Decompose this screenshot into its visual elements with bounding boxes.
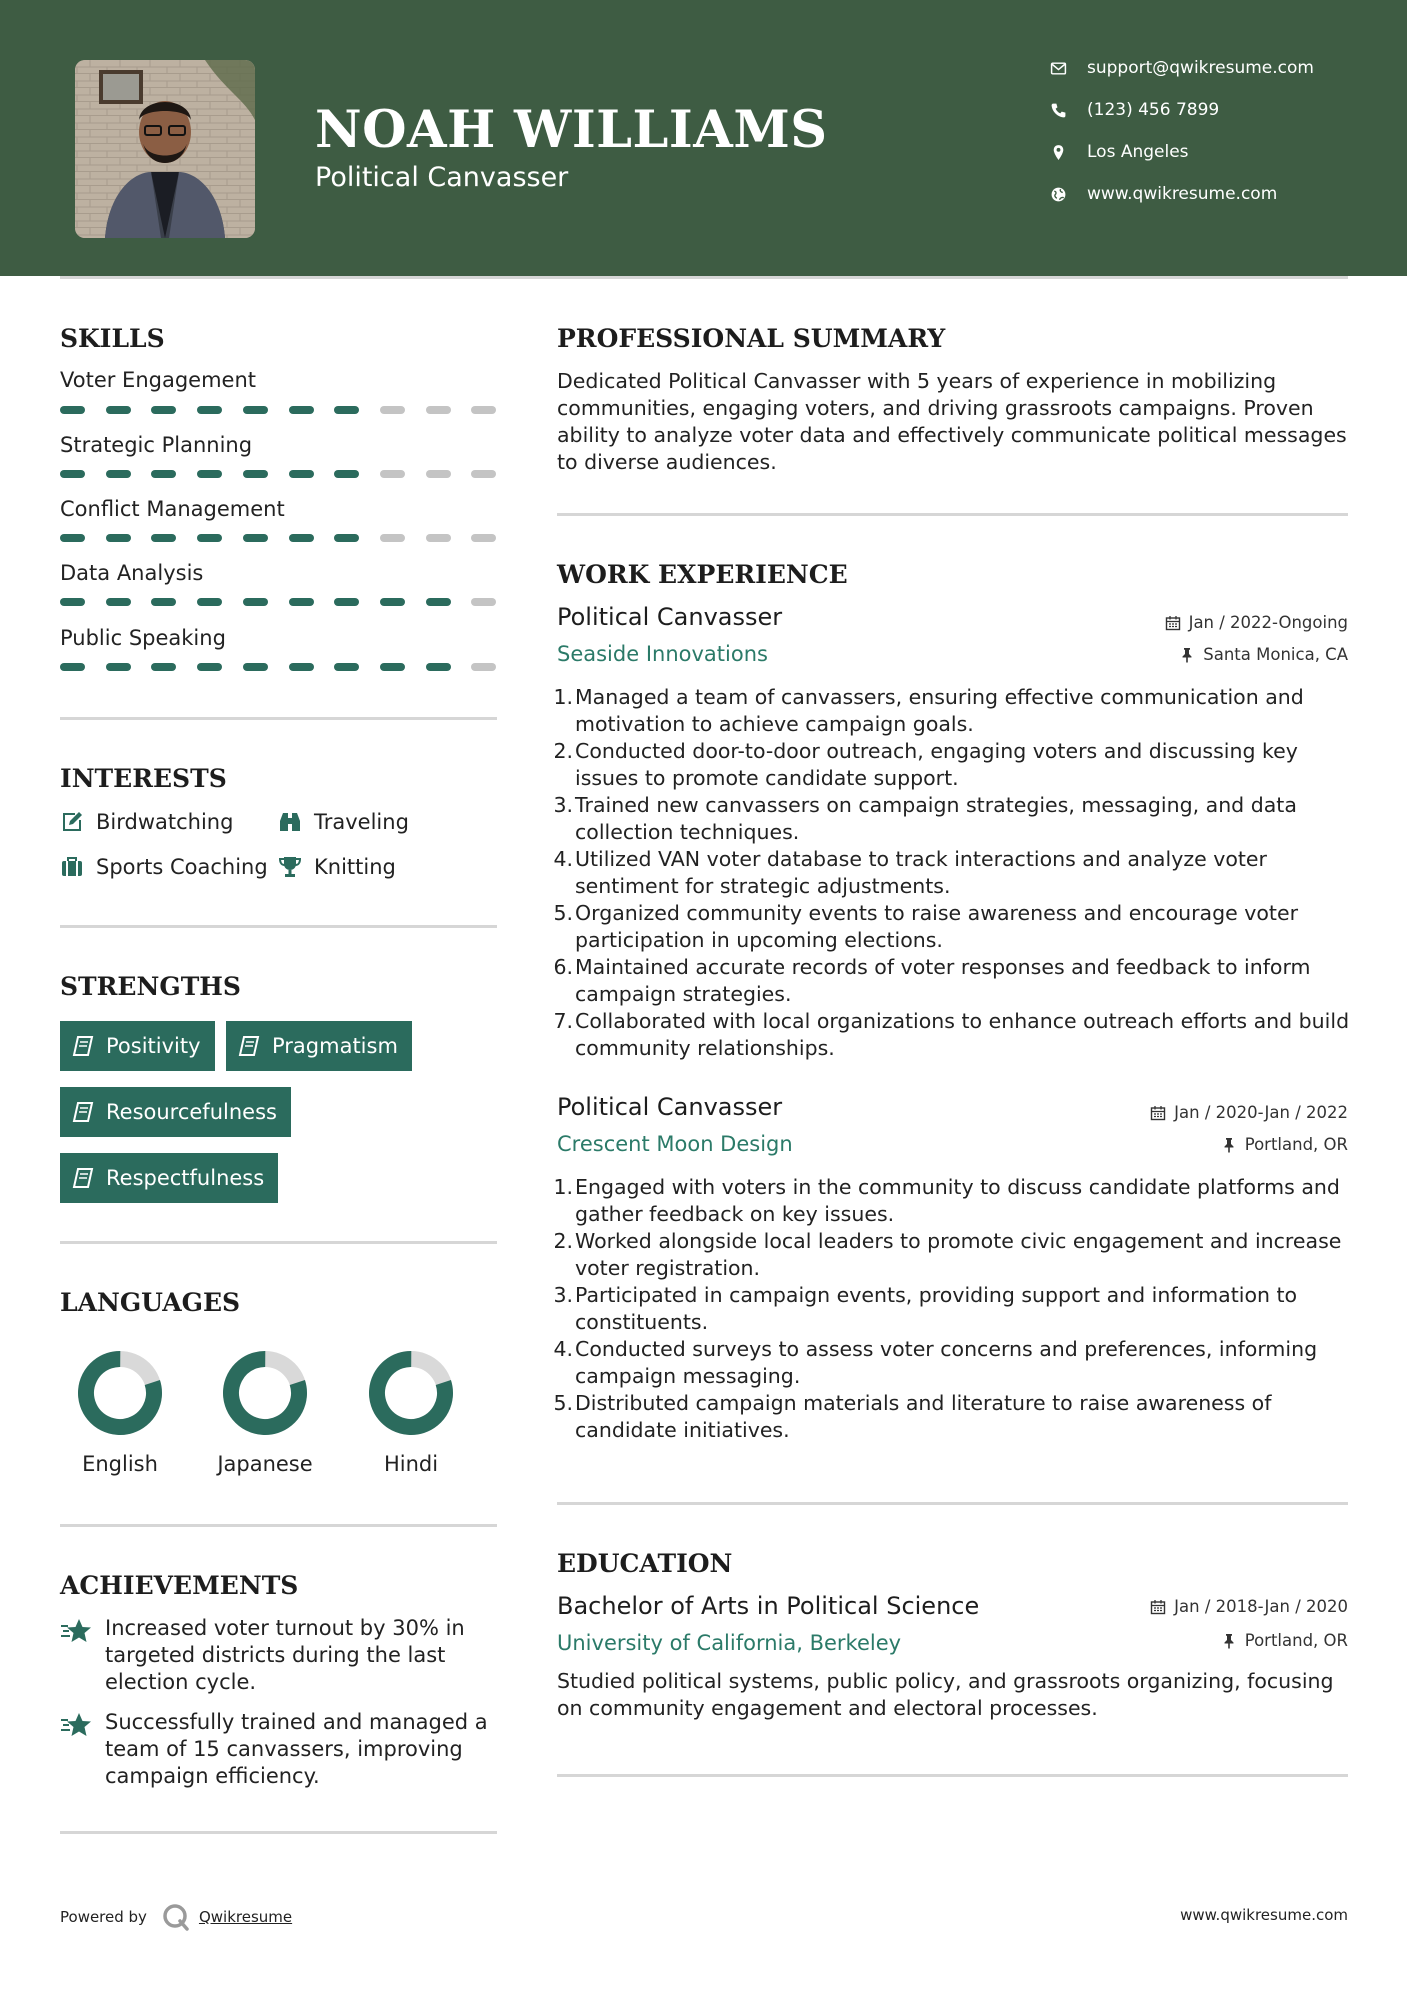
calendar-icon	[1150, 1105, 1166, 1121]
footer-website-link[interactable]: www.qwikresume.com	[1180, 1906, 1348, 1924]
interest-label: Knitting	[314, 855, 396, 879]
contact-website-text: www.qwikresume.com	[1087, 184, 1278, 204]
book-icon	[72, 1167, 94, 1189]
experience-heading: WORK EXPERIENCE	[557, 560, 848, 589]
duty-text: Utilized VAN voter database to track interactions and analyze voter sentiment for strategic adjustments.	[575, 847, 1267, 898]
job-dates-text: Jan / 2022-Ongoing	[1188, 613, 1348, 632]
achievements-heading: ACHIEVEMENTS	[60, 1571, 299, 1600]
contact-location-text: Los Angeles	[1087, 142, 1189, 162]
footer-powered-by	[60, 1902, 292, 1932]
job-location	[1221, 1135, 1348, 1154]
job-dates-text: Jan / 2020-Jan / 2022	[1174, 1103, 1348, 1122]
skill-dot-filled	[60, 534, 85, 542]
skill-name: Strategic Planning	[60, 433, 253, 457]
language-label: English	[82, 1452, 158, 1476]
duty-item: 1. Engaged with voters in the community to discuss candidate platforms and gather feedback on key issues.	[553, 1175, 1340, 1226]
interest-item	[278, 808, 409, 836]
duty-item: 5. Organized community events to raise awareness and encourage voter participation in upcoming elections.	[553, 901, 1299, 952]
skill-dot-filled	[151, 470, 176, 478]
contact-website[interactable]	[1050, 182, 1380, 206]
skill-dot-filled	[334, 406, 359, 414]
binoculars-icon	[278, 810, 302, 834]
skill-dot-filled	[197, 598, 222, 606]
skill-dot-empty	[471, 663, 496, 671]
job-company: Seaside Innovations	[557, 642, 768, 666]
map-pin-icon	[1050, 144, 1067, 161]
language-ring	[368, 1350, 454, 1436]
duty-text: Distributed campaign materials and literature to raise awareness of candidate initiatives.	[575, 1391, 1272, 1442]
calendar-icon	[1150, 1599, 1166, 1615]
achievement-item	[60, 1709, 500, 1790]
skill-dot-filled	[243, 470, 268, 478]
section-divider	[60, 925, 497, 928]
duty-text: Engaged with voters in the community to discuss candidate platforms and gather feedback on key issues.	[575, 1175, 1340, 1226]
duty-item: 5. Distributed campaign materials and literature to raise awareness of candidate initiatives.	[553, 1391, 1272, 1442]
education-location-text: Portland, OR	[1244, 1631, 1348, 1650]
duty-text: Trained new canvassers on campaign strategies, messaging, and data collection techniques.	[575, 793, 1297, 844]
summary-heading: PROFESSIONAL SUMMARY	[557, 324, 946, 353]
summary-text: Dedicated Political Canvasser with 5 years of experience in mobilizing communities, engaging voters, and driving grassroots campaigns. Proven ability to analyze voter data and effectively communicate political messages to diverse audiences.	[557, 369, 1347, 474]
skill-dot-empty	[380, 406, 405, 414]
achievement-text: Successfully trained and managed a team of 15 canvassers, improving campaign efficiency.	[105, 1710, 488, 1788]
skill-dot-filled	[197, 470, 222, 478]
contact-phone[interactable]	[1050, 98, 1380, 122]
interest-item	[60, 853, 268, 881]
education-dates-text: Jan / 2018-Jan / 2020	[1174, 1597, 1348, 1616]
duty-item: 7. Collaborated with local organizations to enhance outreach efforts and build community relationships.	[553, 1009, 1350, 1060]
duty-text: Participated in campaign events, providing support and information to constituents.	[575, 1283, 1298, 1334]
education-heading: EDUCATION	[557, 1549, 733, 1578]
strength-label: Respectfulness	[106, 1166, 265, 1190]
skill-dot-empty	[471, 534, 496, 542]
book-icon	[72, 1101, 94, 1123]
education-dates	[1150, 1597, 1348, 1616]
interest-item	[278, 853, 396, 881]
contact-email[interactable]	[1050, 56, 1380, 80]
duty-item: 3. Participated in campaign events, providing support and information to constituents.	[553, 1283, 1298, 1334]
skill-dot-empty	[380, 534, 405, 542]
job-location	[1179, 645, 1348, 664]
skill-dot-empty	[426, 534, 451, 542]
skill-dot-filled	[151, 663, 176, 671]
pencil-square-icon	[60, 810, 84, 834]
skill-dot-filled	[334, 470, 359, 478]
duty-text: Conducted door-to-door outreach, engaging voters and discussing key issues to promote candidate support.	[575, 739, 1298, 790]
section-divider	[557, 1774, 1348, 1777]
duty-text: Conducted surveys to assess voter concerns and preferences, informing campaign messaging.	[575, 1337, 1318, 1388]
strength-label: Resourcefulness	[106, 1100, 277, 1124]
language-ring-fill	[222, 1350, 308, 1436]
language-item	[205, 1350, 325, 1476]
brand-link[interactable]: Qwikresume	[198, 1908, 293, 1926]
achievement-text: Increased voter turnout by 30% in targeted districts during the last election cycle.	[105, 1616, 465, 1694]
job-dates	[1150, 1103, 1348, 1122]
star-icon	[60, 1711, 92, 1741]
skill-rating	[60, 534, 500, 542]
skill-dot-filled	[380, 663, 405, 671]
education-text: Studied political systems, public policy, and grassroots organizing, focusing on community engagement and electoral processes.	[557, 1669, 1334, 1720]
pushpin-icon	[1221, 1137, 1237, 1153]
language-ring-fill	[368, 1350, 454, 1436]
job-duties	[553, 684, 1352, 1062]
strength-label: Positivity	[106, 1034, 201, 1058]
profile-photo	[75, 60, 255, 238]
degree-title: Bachelor of Arts in Political Science	[557, 1592, 980, 1620]
duty-item: 2. Worked alongside local leaders to promote civic engagement and increase voter registration.	[553, 1229, 1342, 1280]
interests-heading: INTERESTS	[60, 764, 227, 793]
strength-tag	[226, 1021, 412, 1071]
skill-dot-filled	[151, 406, 176, 414]
skill-dot-empty	[380, 470, 405, 478]
skill-dot-filled	[289, 598, 314, 606]
skill-dot-empty	[426, 406, 451, 414]
skill-dot-filled	[426, 598, 451, 606]
strength-label: Pragmatism	[272, 1034, 398, 1058]
skill-dot-filled	[106, 534, 131, 542]
resume-header	[0, 0, 1407, 276]
skill-dot-filled	[106, 663, 131, 671]
skill-dot-filled	[197, 406, 222, 414]
section-divider	[60, 1241, 497, 1244]
qwikresume-logo-icon	[161, 1902, 191, 1932]
section-divider	[60, 1831, 497, 1834]
phone-icon	[1050, 102, 1067, 119]
globe-icon	[1050, 186, 1067, 203]
skill-dot-filled	[380, 598, 405, 606]
skill-rating	[60, 598, 500, 606]
skill-dot-filled	[426, 663, 451, 671]
skill-dot-filled	[334, 598, 359, 606]
skill-dot-filled	[289, 534, 314, 542]
section-divider	[60, 717, 497, 720]
job-title: Political Canvasser	[557, 1093, 783, 1121]
job-dates	[1165, 613, 1348, 632]
job-title: Political Canvasser	[557, 603, 783, 631]
job-company: Crescent Moon Design	[557, 1132, 793, 1156]
language-item	[60, 1350, 180, 1476]
skill-dot-filled	[60, 663, 85, 671]
language-label: Japanese	[217, 1452, 313, 1476]
skill-dot-filled	[243, 663, 268, 671]
skill-dot-filled	[243, 598, 268, 606]
pushpin-icon	[1221, 1633, 1237, 1649]
skill-dot-filled	[334, 534, 359, 542]
strength-tag	[60, 1021, 215, 1071]
contact-email-text: support@qwikresume.com	[1087, 58, 1314, 78]
duty-text: Collaborated with local organizations to enhance outreach efforts and build community relationships.	[575, 1009, 1350, 1060]
star-icon	[60, 1617, 92, 1647]
duty-item: 4. Utilized VAN voter database to track interactions and analyze voter sentiment for strategic adjustments.	[553, 847, 1267, 898]
skill-dot-filled	[289, 663, 314, 671]
section-divider	[557, 1502, 1348, 1505]
achievement-item	[60, 1615, 500, 1696]
skill-dot-filled	[197, 663, 222, 671]
contact-phone-text: (123) 456 7899	[1087, 100, 1220, 120]
interest-label: Sports Coaching	[96, 855, 268, 879]
job-location-text: Santa Monica, CA	[1203, 645, 1348, 664]
candidate-title: Political Canvasser	[315, 162, 569, 193]
duty-item: 6. Maintained accurate records of voter responses and feedback to inform campaign strategies.	[553, 955, 1311, 1006]
skill-dot-filled	[197, 534, 222, 542]
duty-text: Worked alongside local leaders to promote civic engagement and increase voter registration.	[575, 1229, 1342, 1280]
skill-dot-filled	[106, 598, 131, 606]
skill-dot-filled	[289, 406, 314, 414]
skill-dot-filled	[60, 470, 85, 478]
skill-rating	[60, 663, 500, 671]
duty-item: 3. Trained new canvassers on campaign strategies, messaging, and data collection techniques.	[553, 793, 1297, 844]
language-ring	[222, 1350, 308, 1436]
language-ring-fill	[77, 1350, 163, 1436]
duty-text: Maintained accurate records of voter responses and feedback to inform campaign strategies.	[575, 955, 1311, 1006]
book-icon	[238, 1035, 260, 1057]
skill-dot-filled	[151, 598, 176, 606]
job-location-text: Portland, OR	[1244, 1135, 1348, 1154]
skill-dot-filled	[151, 534, 176, 542]
skill-dot-filled	[106, 470, 131, 478]
skill-dot-empty	[471, 406, 496, 414]
skill-dot-filled	[243, 534, 268, 542]
education-location	[1221, 1631, 1348, 1650]
language-label: Hindi	[383, 1452, 439, 1476]
strengths-heading: STRENGTHS	[60, 972, 241, 1001]
skill-name: Voter Engagement	[60, 368, 256, 392]
skill-dot-filled	[60, 406, 85, 414]
skill-dot-filled	[289, 470, 314, 478]
interest-label: Traveling	[314, 810, 409, 834]
language-ring	[77, 1350, 163, 1436]
school-name: University of California, Berkeley	[557, 1631, 902, 1655]
interest-item	[60, 808, 233, 836]
skill-dot-empty	[426, 470, 451, 478]
envelope-icon	[1050, 60, 1067, 77]
calendar-icon	[1165, 615, 1181, 631]
duty-item: 2. Conducted door-to-door outreach, engaging voters and discussing key issues to promote candidate support.	[553, 739, 1298, 790]
section-divider	[557, 513, 1348, 516]
candidate-name: NOAH WILLIAMS	[315, 100, 828, 160]
book-icon	[72, 1035, 94, 1057]
duty-item: 4. Conducted surveys to assess voter concerns and preferences, informing campaign messaging.	[553, 1337, 1318, 1388]
pushpin-icon	[1179, 647, 1195, 663]
skill-rating	[60, 470, 500, 478]
section-divider	[60, 1524, 497, 1527]
skill-dot-empty	[471, 470, 496, 478]
languages-heading: LANGUAGES	[60, 1288, 241, 1317]
skill-dot-filled	[106, 406, 131, 414]
skill-dot-empty	[471, 598, 496, 606]
skill-dot-filled	[243, 406, 268, 414]
briefcase-icon	[60, 855, 84, 879]
job-duties	[553, 1174, 1352, 1444]
interest-label: Birdwatching	[96, 810, 234, 834]
duty-text: Managed a team of canvassers, ensuring effective communication and motivation to achieve campaign goals.	[575, 685, 1304, 736]
powered-by-text: Powered by	[60, 1908, 147, 1926]
header-divider	[60, 276, 1348, 279]
skill-dot-filled	[60, 598, 85, 606]
skill-name: Public Speaking	[60, 626, 226, 650]
strength-tag	[60, 1153, 278, 1203]
language-item	[351, 1350, 471, 1476]
contact-location	[1050, 140, 1380, 164]
skill-dot-filled	[334, 663, 359, 671]
skill-name: Data Analysis	[60, 561, 204, 585]
duty-text: Organized community events to raise awareness and encourage voter participation in upcoming elections.	[575, 901, 1299, 952]
duty-item: 1. Managed a team of canvassers, ensuring effective communication and motivation to achieve campaign goals.	[553, 685, 1304, 736]
strength-tag	[60, 1087, 291, 1137]
skill-rating	[60, 406, 500, 414]
skills-heading: SKILLS	[60, 324, 165, 353]
trophy-icon	[278, 855, 302, 879]
skill-name: Conflict Management	[60, 497, 285, 521]
